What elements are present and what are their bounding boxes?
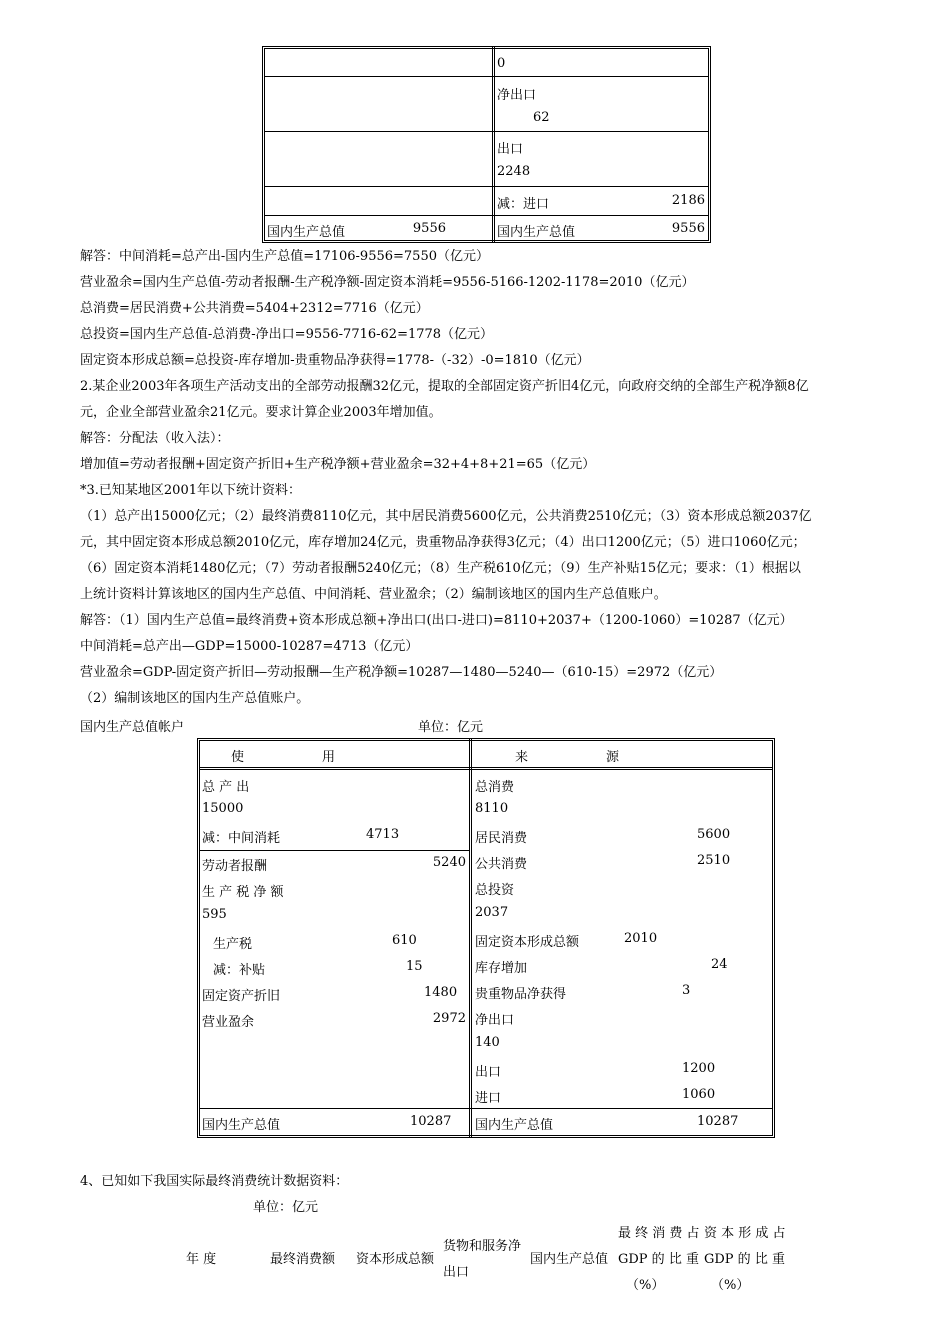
account-left-value: 4713 [366, 827, 400, 842]
q4-header-capital-formation: 资本形成总额 [356, 1252, 435, 1267]
account-table-rule [199, 767, 773, 770]
account-right-label: 公共消费 [475, 857, 528, 872]
account-left-label: 生产税 [213, 937, 253, 952]
account-right-label: 贵重物品净获得 [475, 987, 567, 1002]
account-right-label: 居民消费 [475, 831, 528, 846]
top-table-cell: 62 [533, 110, 550, 125]
text-line: *3.已知某地区2001年以下统计资料： [80, 483, 301, 498]
account-right-label: 进口 [475, 1091, 502, 1106]
q4-header-net-exports: 出口 [443, 1265, 470, 1280]
account-right-value: 1060 [682, 1087, 716, 1102]
text-line: 营业盈余=国内生产总值-劳动者报酬-生产税净额-固定资本消耗=9556-5166-1202-1178=2010（亿元） [80, 275, 695, 290]
top-table-rule [264, 215, 709, 216]
top-table-cell: 0 [497, 56, 506, 71]
account-left-value: 610 [392, 933, 417, 948]
account-right-label: 净出口 [475, 1013, 515, 1028]
text-line: 总消费=居民消费+公共消费=5404+2312=7716（亿元） [80, 301, 429, 316]
top-table-cell: 净出口 [497, 88, 537, 103]
account-right-value: 3 [682, 983, 691, 998]
q4-header-net-exports: 货物和服务净 [443, 1239, 522, 1254]
top-table-cell: 国内生产总值 [497, 225, 576, 240]
q4-header-consumption-share: GDP 的 比 重 [618, 1252, 699, 1267]
account-left-label: 营业盈余 [202, 1015, 255, 1030]
text-line: （2）编制该地区的国内生产总值账户。 [80, 691, 310, 706]
text-line: 总投资=国内生产总值-总消费-净出口=9556-7716-62=1778（亿元） [80, 327, 494, 342]
account-table-rule [199, 1108, 773, 1109]
account-right-value: 8110 [475, 801, 509, 816]
q4-header-final-consumption: 最终消费额 [270, 1252, 336, 1267]
top-table-rule [264, 131, 709, 132]
q4-header-capital-share: （%） [711, 1278, 750, 1293]
account-left-value: 1480 [424, 985, 458, 1000]
account-right-label: 国内生产总值 [475, 1118, 554, 1133]
q4-header-gdp: 国内生产总值 [530, 1252, 609, 1267]
account-right-value: 24 [711, 957, 728, 972]
account-left-label: 劳动者报酬 [202, 859, 268, 874]
q4-unit: 单位：亿元 [253, 1200, 319, 1215]
q4-intro: 4、已知如下我国实际最终消费统计数据资料： [80, 1174, 349, 1189]
account-right-label: 总消费 [475, 780, 515, 795]
text-line: （6）固定资本消耗1480亿元；（7）劳动者报酬5240亿元；（8）生产税610亿元；（9）生产补贴15亿元；要求：（1）根据以 [80, 561, 801, 576]
account-head-right: 来 源 [515, 750, 620, 765]
account-head-left: 使 用 [231, 750, 336, 765]
account-right-label: 总投资 [475, 883, 515, 898]
top-table-cell: 9556 [671, 221, 705, 236]
account-left-label: 生 产 税 净 额 [202, 885, 284, 900]
text-line: 元，企业全部营业盈余21亿元。要求计算企业2003年增加值。 [80, 405, 442, 420]
top-table-rule [264, 186, 709, 187]
account-title: 国内生产总值帐户 [80, 720, 185, 735]
account-right-value: 10287 [697, 1114, 739, 1129]
account-left-value: 10287 [410, 1114, 452, 1129]
text-line: 固定资本形成总额=总投资-库存增加-贵重物品净获得=1778-（-32）-0=1810（亿元） [80, 353, 590, 368]
account-right-value: 2010 [624, 931, 658, 946]
q4-header-consumption-share: （%） [626, 1278, 665, 1293]
text-line: 元，其中固定资本形成总额2010亿元，库存增加24亿元，贵重物品净获得3亿元；（4）出口1200亿元；（5）进口1060亿元； [80, 535, 806, 550]
top-table-cell: 国内生产总值 [267, 225, 346, 240]
account-left-value: 5240 [432, 855, 466, 870]
text-line: 解答：（1）国内生产总值=最终消费+资本形成总额+净出口(出口-进口)=8110+2037+（1200-1060）=10287（亿元） [80, 613, 793, 628]
account-left-label: 国内生产总值 [202, 1118, 281, 1133]
account-left-value: 15 [406, 959, 423, 974]
text-line: 解答：中间消耗=总产出-国内生产总值=17106-9556=7550（亿元） [80, 249, 489, 264]
account-left-label: 减：补贴 [213, 963, 266, 978]
account-right-value: 1200 [682, 1061, 716, 1076]
account-right-value: 5600 [697, 827, 731, 842]
text-line: 2.某企业2003年各项生产活动支出的全部劳动报酬32亿元，提取的全部固定资产折旧4亿元，向政府交纳的全部生产税净额8亿 [80, 379, 809, 394]
account-right-label: 库存增加 [475, 961, 528, 976]
top-table-cell: 2186 [671, 193, 705, 208]
account-left-label: 固定资产折旧 [202, 989, 281, 1004]
account-table-divider [469, 738, 472, 1138]
q4-header-consumption-share: 最 终 消 费 占 [618, 1226, 700, 1241]
account-right-label: 出口 [475, 1065, 502, 1080]
q4-header-capital-share: 资 本 形 成 占 [704, 1226, 786, 1241]
text-line: 营业盈余=GDP-固定资产折旧—劳动报酬—生产税净额=10287—1480—5240—（610-15）=2972（亿元） [80, 665, 723, 680]
account-right-value: 2510 [697, 853, 731, 868]
top-table-cell: 出口 [497, 142, 524, 157]
top-table-cell: 减：进口 [497, 197, 550, 212]
text-line: 解答：分配法（收入法）： [80, 431, 230, 446]
account-left-value: 595 [202, 907, 227, 922]
account-right-value: 140 [475, 1035, 500, 1050]
text-line: （1）总产出15000亿元；（2）最终消费8110亿元，其中居民消费5600亿元，公共消费2510亿元；（3）资本形成总额2037亿 [80, 509, 812, 524]
account-left-label: 减：中间消耗 [202, 831, 281, 846]
account-left-value: 2972 [432, 1011, 466, 1026]
account-left-label: 总 产 出 [202, 780, 250, 795]
text-line: 中间消耗=总产出—GDP=15000-10287=4713（亿元） [80, 639, 419, 654]
account-table-rule [199, 850, 470, 851]
q4-header-year: 年 度 [186, 1252, 217, 1267]
text-line: 增加值=劳动者报酬+固定资产折旧+生产税净额+营业盈余=32+4+8+21=65（亿元） [80, 457, 596, 472]
top-table-cell: 9556 [412, 221, 446, 236]
account-right-label: 固定资本形成总额 [475, 935, 580, 950]
q4-header-capital-share: GDP 的 比 重 [704, 1252, 785, 1267]
account-right-value: 2037 [475, 905, 509, 920]
account-left-value: 15000 [202, 801, 244, 816]
top-table-cell: 2248 [497, 164, 531, 179]
top-table-rule [264, 76, 709, 77]
account-unit: 单位：亿元 [418, 720, 484, 735]
text-line: 上统计资料计算该地区的国内生产总值、中间消耗、营业盈余；（2）编制该地区的国内生产总值账户。 [80, 587, 667, 602]
